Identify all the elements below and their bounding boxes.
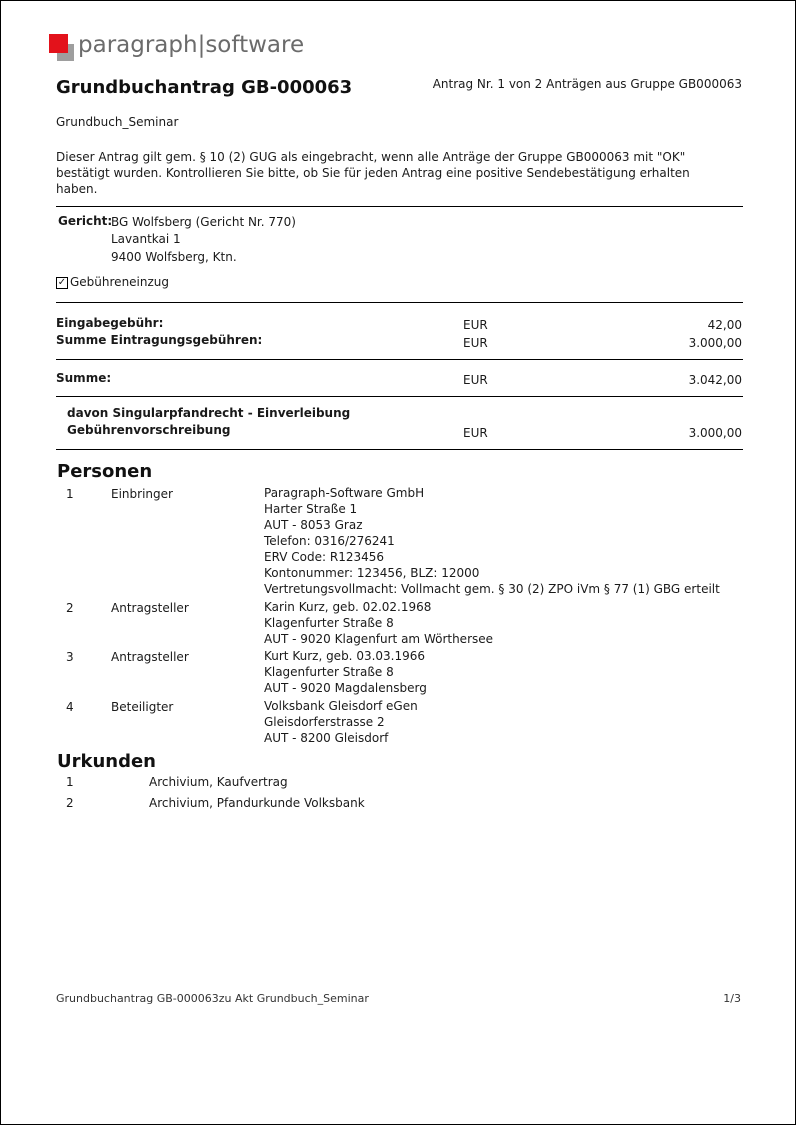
entry-fee-label: Eingabegebühr: [56, 316, 164, 330]
thereof-amount: 3.000,00 [688, 426, 742, 440]
person-number: 4 [66, 700, 74, 714]
document-name: Archivium, Kaufvertrag [149, 775, 288, 789]
registration-fees-currency: EUR [463, 336, 488, 350]
sum-label: Summe: [56, 371, 112, 385]
person-number: 1 [66, 487, 74, 501]
divider [56, 449, 743, 450]
person-details: Karin Kurz, geb. 02.02.1968 Klagenfurter Straße 8 AUT - 9020 Klagenfurt am Wörthersee [264, 600, 494, 646]
person-details: Paragraph-Software GmbH Harter Straße 1 AUT - 8053 Graz Telefon: 0316/276241 ERV Code: R123456 Kontonummer: 123456, BLZ: 12000 Vertretungsvollmacht: Vollmacht gem. § 30 (2) ZPO iVm § 77 (1) GBG erteilt [264, 486, 720, 596]
person-details: Volksbank Gleisdorf eGen Gleisdorferstrasse 2 AUT - 8200 Gleisdorf [264, 699, 418, 745]
document-number: 2 [66, 796, 74, 810]
document-name: Archivium, Pfandurkunde Volksbank [149, 796, 365, 810]
entry-fee-currency: EUR [463, 318, 488, 332]
thereof-sub-label: Gebührenvorschreibung [67, 423, 231, 437]
sum-currency: EUR [463, 373, 488, 387]
thereof-currency: EUR [463, 426, 488, 440]
sum-amount: 3.042,00 [688, 373, 742, 387]
entry-fee-amount: 42,00 [707, 318, 742, 332]
subtitle: Grundbuch_Seminar [56, 115, 179, 129]
divider [56, 302, 743, 303]
notice-text: Dieser Antrag gilt gem. § 10 (2) GUG als eingebracht, wenn alle Anträge der Gruppe GB000063 mit "OK" bestätigt wurden. Kontrollieren Sie bitte, ob Sie für jeden Antrag eine positive Sendebestätigung erhalten haben. [56, 150, 690, 196]
documents-heading: Urkunden [57, 751, 156, 772]
person-role: Antragsteller [111, 650, 189, 664]
fee-collection-label: Gebühreneinzug [70, 275, 170, 289]
page-number: 1/3 [723, 992, 741, 1005]
person-number: 2 [66, 601, 74, 615]
fee-collection-checkbox[interactable]: ✓ [57, 277, 67, 288]
thereof-label: davon Singularpfandrecht - Einverleibung [67, 406, 351, 420]
divider [56, 396, 743, 397]
group-note: Antrag Nr. 1 von 2 Anträgen aus Gruppe GB000063 [432, 77, 742, 91]
registration-fees-amount: 3.000,00 [688, 336, 742, 350]
person-role: Einbringer [111, 487, 173, 501]
court-address: BG Wolfsberg (Gericht Nr. 770) Lavantkai 1 9400 Wolfsberg, Ktn. [111, 215, 296, 264]
logo-mark [49, 34, 79, 64]
person-role: Antragsteller [111, 601, 189, 615]
page-title: Grundbuchantrag GB-000063 [56, 77, 353, 98]
person-details: Kurt Kurz, geb. 03.03.1966 Klagenfurter Straße 8 AUT - 9020 Magdalensberg [264, 649, 427, 695]
person-number: 3 [66, 650, 74, 664]
footer-text: Grundbuchantrag GB-000063zu Akt Grundbuch_Seminar [56, 992, 369, 1005]
divider [56, 206, 743, 207]
persons-heading: Personen [57, 461, 153, 482]
logo-text: paragraph|software [78, 32, 305, 58]
person-role: Beteiligter [111, 700, 174, 714]
court-label: Gericht: [58, 214, 113, 228]
document-number: 1 [66, 775, 74, 789]
registration-fees-label: Summe Eintragungsgebühren: [56, 333, 263, 347]
divider [56, 359, 743, 360]
